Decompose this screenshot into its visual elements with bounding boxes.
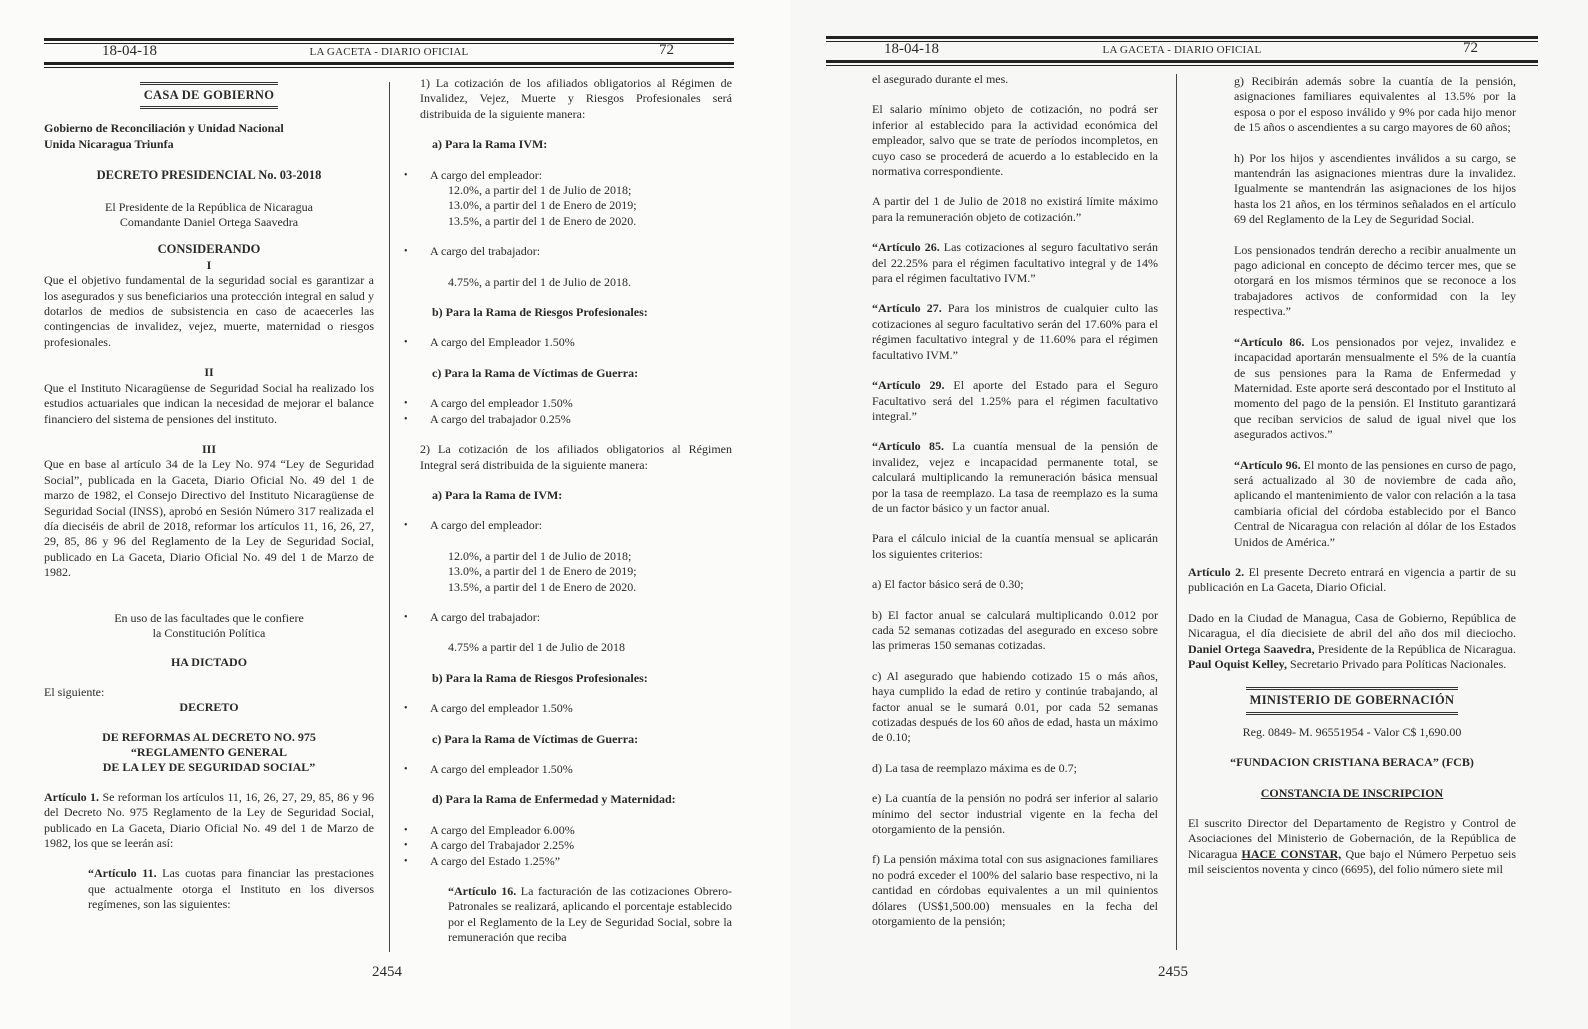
registration-line: Reg. 0849- M. 96551954 - Valor C$ 1,690.00 (1242, 724, 1462, 739)
rate-line: 12.0%, a partir del 1 de Julio de 2018; (448, 548, 632, 563)
suscrito-text: El suscrito Director del Departamento de Registro y Control de Asociaciones del Ministerio de Gobernación, de la República de Nicaragua (1188, 816, 1516, 861)
header-date: 18-04-18 (884, 41, 939, 57)
article-86 (1188, 335, 1516, 443)
article-96-text: El monto de las pensiones en curso de pago, será actualizado al 30 de noviembre de cada año, aplicando el mantenimiento de valor con relación a la tasa cambiaria oficial del córdoba establecido por el Banco Central de Nicaragua con relación al dólar de los Estados Unidos de América.” (1234, 457, 1516, 549)
a-ivm-heading: a) Para la Rama IVM: (432, 137, 548, 152)
dado-text: Dado en la Ciudad de Managua, Casa de Gobierno, República de Nicaragua, el día diecisiete de abril del año dos mil dieciocho. (1188, 610, 1516, 641)
employer-label: • A cargo del empleador: (404, 168, 732, 183)
article-86-label: “Artículo 86. (1234, 334, 1305, 349)
d-item: • A cargo del Estado 1.25%” (404, 854, 732, 869)
gov-line2: Unida Nicaragua Triunfa (44, 136, 174, 151)
criterion-b: b) El factor anual se calculará multiplicando 0.012 por cada 52 semanas cotizadas del asegurado en exceso sobre las primeras 150 semanas cotizadas. (872, 607, 1158, 653)
criterion-c: c) Al asegurado que habiendo cotizado 15 o más años, haya cumplido la edad de retiro y continúe trabajando, al factor anual se le sumará 0.01, por cada 52 semanas cotizadas después de los 60 años de edad, hasta un máximo de 0.10; (872, 668, 1158, 745)
employer-rates-1 (404, 183, 732, 229)
article-11 (44, 866, 374, 912)
article-96 (1188, 458, 1516, 550)
considerando-para1: Que el objetivo fundamental de la seguridad social es garantizar a los asegurados y sus beneficiarios una protección integral en salud y dotarlos de medios de subsistencia en caso de acaecerles las contingencias de invalidez, vejez, muerte, maternidad o riesgos profesionales. (44, 273, 374, 349)
intro-1: 1) La cotización de los afiliados obligatorios al Régimen de Invalidez, Vejez, Muerte y Riesgos Profesionales será distribuida de la siguiente manera: (420, 76, 732, 121)
article-29-text: El aporte del Estado para el Seguro Facultativo será del 1.25% para el régimen facultativo integral.” (872, 378, 1158, 423)
signatory-president: Daniel Ortega Saavedra, (1188, 641, 1315, 656)
b-riesgos2-heading: b) Para la Rama de Riesgos Profesionales: (432, 670, 648, 685)
footer-page-number-right: 2455 (1158, 964, 1188, 980)
article-85 (872, 439, 1158, 516)
gov-line1: Gobierno de Reconciliación y Unidad Nacional (44, 121, 284, 136)
c-victimas-heading: c) Para la Rama de Víctimas de Guerra: (432, 365, 639, 380)
president-line2: Comandante Daniel Ortega Saavedra (119, 215, 299, 230)
article-26 (872, 240, 1158, 286)
footer-page-number-left: 2454 (372, 964, 402, 980)
rate-line: 13.5%, a partir del 1 de Enero de 2020. (448, 213, 637, 228)
column-divider-right (1176, 74, 1177, 950)
header-publication: LA GACETA - DIARIO OFICIAL (1102, 44, 1262, 56)
signatory-secretary: Paul Oquist Kelley, (1188, 657, 1288, 671)
ministerio-title: MINISTERIO DE GOBERNACIÓN (1246, 687, 1459, 714)
left-page (0, 0, 790, 1029)
criterion-d: d) La tasa de reemplazo máxima es de 0.7; (872, 760, 1077, 775)
header-publication: LA GACETA - DIARIO OFICIAL (309, 46, 469, 58)
decree-title: DECRETO PRESIDENCIAL No. 03-2018 (96, 168, 322, 183)
article-16-text: La facturación de las cotizaciones Obrero-Patronales se realizará, aplicando el porcentaje establecido por el Reglamento de la Ley de Seguridad Social, sobre la remuneración que reciba (448, 884, 733, 945)
worker-label: • A cargo del trabajador: (404, 244, 732, 259)
page-header-right (826, 36, 1538, 62)
article-11-label: “Artículo 11. (88, 866, 157, 881)
article-2 (1188, 565, 1516, 596)
b-item-2: • A cargo del empleador 1.50% (404, 701, 732, 716)
considerando-para2: Que el Instituto Nicaragüense de Seguridad Social ha realizado los estudios actuariales que indican la necesidad de mejorar el balance financiero del sistema de pensiones del instituto. (44, 380, 374, 426)
b-riesgos-heading: b) Para la Rama de Riesgos Profesionales: (432, 305, 648, 320)
right-page (790, 0, 1588, 1029)
header-page-label: 72 (1463, 40, 1478, 56)
left-column-2 (404, 76, 732, 961)
criterion-g: g) Recibirán además sobre la cuantía de la pensión, asignaciones familiares equivalentes al 13.5% por la esposa o por el esposo inválido y 9% por cada hijo menor de 15 años o ascendientes a su cargo mayores de 60 años; (1234, 74, 1516, 135)
article-26-label: “Artículo 26. (872, 240, 940, 255)
article-2-text: El presente Decreto entrará en vigencia a partir de su publicación en La Gaceta, Diario Oficial. (1188, 564, 1517, 595)
column-divider-left (389, 82, 390, 952)
article-1-text: Se reforman los artículos 11, 16, 26, 27, 29, 85, 86 y 96 del Decreto No. 975 Reglamento de la Ley de Seguridad Social, publicado en La Gaceta, Diario Oficial No. 49 del 1 de Marzo de 1982, los que se leerán así: (44, 789, 375, 851)
fundacion-title: “FUNDACION CRISTIANA BERACA” (FCB) (1230, 755, 1474, 770)
facultades-line2: la Constitución Política (152, 625, 266, 640)
article-26-text: Las cotizaciones al seguro facultativo serán del 22.25% para el régimen facultativo integral y de 14% para el régimen facultativo IVM.” (872, 240, 1158, 286)
president-line1: El Presidente de la República de Nicaragua (105, 199, 313, 214)
d-item: • A cargo del Trabajador 2.25% (404, 838, 732, 853)
considerando-para3: Que en base al artículo 34 de la Ley No. 974 “Ley de Seguridad Social”, publicada en la Gaceta, Diario Oficial No. 49 del 1 de marzo de 1982, el Consejo Directivo del Instituto Nicaragüense de Seguridad Social (INSS), aprobó en Sesión Número 317 realizada el día dieciséis de abril de 2018, reformar los artículos 11, 16, 26, 27, 29, 85, 86 y 96 del Reglamento de la Ley de Seguridad Social, publicado en La Gaceta, Diario Oficial No. 49 del 1 de Marzo de 1982. (44, 457, 374, 580)
article-29-label: “Artículo 29. (872, 378, 945, 393)
roman-3: III (201, 441, 216, 456)
dado-para (1188, 611, 1516, 673)
article-11-text: Las cuotas para financiar las prestaciones que actualmente otorga el Instituto en los diversos regímenes, son las siguientes: (88, 866, 374, 912)
b-item-1: • A cargo del Empleador 1.50% (404, 335, 732, 350)
ha-dictado: HA DICTADO (170, 655, 248, 670)
intro-2: 2) La cotización de los afiliados obligatorios al Régimen Integral será distribuida de la siguiente manera: (420, 442, 732, 472)
article-27-label: “Artículo 27. (872, 301, 942, 316)
hace-constar: HACE CONSTAR, (1241, 846, 1342, 861)
rate-line: 13.0%, a partir del 1 de Enero de 2019; (448, 564, 637, 579)
employer2-label: • A cargo del empleador: (404, 518, 732, 533)
roman-2: II (204, 365, 214, 380)
reform-line3: DE LA LEY DE SEGURIDAD SOCIAL” (102, 760, 316, 775)
worker2-label: • A cargo del trabajador: (404, 610, 732, 625)
worker-rate-2: 4.75% a partir del 1 de Julio de 2018 (448, 640, 625, 655)
criterion-f: f) La pensión máxima total con sus asignaciones familiares no podrá exceder el 100% del salario base respectivo, ni la cantidad en córdobas equivalentes a un mil quinientos dólares (US$1,500.00) mensuales en la fecha del otorgamiento de la pensión; (872, 852, 1158, 929)
continuation-text: el asegurado durante el mes. (872, 72, 1009, 86)
d-enfermedad-heading: d) Para la Rama de Enfermedad y Maternidad: (432, 792, 676, 807)
roman-1: I (206, 257, 212, 272)
rate-line: 12.0%, a partir del 1 de Julio de 2018; (448, 183, 632, 198)
calculo-para: Para el cálculo inicial de la cuantía mensual se aplicarán los siguientes criterios: (872, 531, 1158, 561)
suscrito-text: Que bajo el Número Perpetuo seis mil seiscientos noventa y cinco (6695), del folio número siete mil (1188, 846, 1516, 877)
worker-rate-1: 4.75%, a partir del 1 de Julio de 2018. (448, 274, 631, 289)
header-date: 18-04-18 (102, 43, 157, 59)
article-1-label: Artículo 1. (44, 789, 100, 804)
reform-line2: “REGLAMENTO GENERAL (130, 745, 288, 759)
criterion-e: e) La cuantía de la pensión no podrá ser inferior al salario mínimo del sector industrial vigente en la fecha del otorgamiento de la pensión. (872, 791, 1158, 837)
c-item: • A cargo del trabajador 0.25% (404, 412, 732, 427)
criterion-a: a) El factor básico será de 0.30; (872, 577, 1024, 592)
header-page-label: 72 (659, 42, 674, 58)
rate-line: 13.0%, a partir del 1 de Enero de 2019; (448, 198, 637, 213)
a-ivm2-heading: a) Para la Rama de IVM: (432, 487, 563, 502)
article-85-label: “Artículo 85. (872, 439, 944, 454)
article-27 (872, 301, 1158, 363)
limite-para: A partir del 1 de Julio de 2018 no existirá límite máximo para la remuneración objeto de cotización.” (872, 194, 1158, 224)
page-header-left (44, 38, 734, 64)
facultades-line1: En uso de las facultades que le confiere (114, 610, 304, 625)
article-86-text: Los pensionados por vejez, invalidez e incapacidad aportarán mensualmente el 5% de la cuantía de sus pensiones para la Rama de Enfermedad y Maternidad. Este aporte será descontado por el Instituto al momento del pago de la pensión. El Instituto garantizará que reciban servicios de salud de igual nivel que los asegurados activos.” (1234, 334, 1516, 442)
article-16-label: “Artículo 16. (448, 884, 517, 898)
constancia-title: CONSTANCIA DE INSCRIPCION (1260, 785, 1444, 800)
employer-rates-2 (404, 549, 732, 595)
article-96-label: “Artículo 96. (1234, 457, 1301, 472)
article-1 (44, 790, 374, 852)
el-siguiente: El siguiente: (44, 684, 105, 699)
c-victimas2-heading: c) Para la Rama de Víctimas de Guerra: (432, 731, 639, 746)
c-item: • A cargo del empleador 1.50% (404, 396, 732, 411)
salario-para: El salario mínimo objeto de cotización, no podrá ser inferior al establecido para la actividad económica del empleador, salvo que se trate de períodos incompletos, en cuyo caso se procederá de acuerdo a lo establecido en la normativa correspondiente. (872, 102, 1158, 179)
decreto-heading: DECRETO (179, 700, 239, 715)
article-29 (872, 378, 1158, 424)
suscrito-para (1188, 816, 1516, 878)
reform-line1: DE REFORMAS AL DECRETO NO. 975 (102, 729, 316, 744)
criterion-h: h) Por los hijos y ascendientes inválidos a su cargo, se mantendrán las asignaciones mientras dure la invalidez. Igualmente se mantendrán las asignaciones de los hijos hasta los 21 años, en los términos señalados en el artículo 69 del Reglamento de la Ley de Seguridad Social. (1234, 150, 1516, 227)
c-item-2: • A cargo del empleador 1.50% (404, 762, 732, 777)
article-85-text: La cuantía mensual de la pensión de invalidez, vejez e incapacidad permanente total, se calculará multiplicando la remuneración básica mensual por la tasa de reemplazo. La tasa de reemplazo es la suma de un factor básico y un factor anual. (872, 439, 1159, 515)
dado-text: Presidente de la República de Nicaragua. (1314, 641, 1516, 656)
d-item: • A cargo del Empleador 6.00% (404, 823, 732, 838)
section-title: CASA DE GOBIERNO (140, 82, 279, 109)
rate-line: 13.5%, a partir del 1 de Enero de 2020. (448, 579, 637, 594)
right-column-2 (1188, 74, 1516, 893)
considerando-heading: CONSIDERANDO (157, 242, 261, 257)
right-column-1 (872, 72, 1158, 944)
pensionados-para: Los pensionados tendrán derecho a recibir anualmente un pago adicional en concepto de décimo tercer mes, que se otorgará en los mismos términos que se reconoce a los trabajadores activos de conformidad con la ley respectiva.” (1234, 242, 1516, 319)
article-2-label: Artículo 2. (1188, 564, 1245, 579)
dado-text: Secretario Privado para Políticas Nacionales. (1287, 657, 1507, 671)
left-column-1 (44, 82, 374, 928)
article-16 (404, 884, 732, 946)
article-27-text: Para los ministros de cualquier culto las cotizaciones al seguro facultativo serán del 17.60% para el régimen facultativo integral y de 11.60% para el régimen facultativo IVM.” (872, 301, 1159, 362)
